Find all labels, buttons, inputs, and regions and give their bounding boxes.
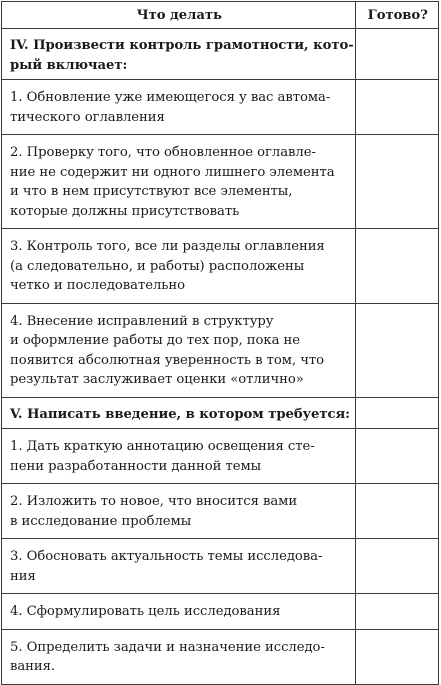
table-row (2, 429, 439, 484)
task-text-line: пени разработанности данной темы (10, 458, 262, 474)
task-text-line: V. Написать введение, в котором требуется: (10, 406, 350, 422)
task-cell (2, 629, 356, 684)
task-text-line: вания. (10, 659, 56, 674)
task-text-line: рый включает: (10, 57, 128, 73)
section-row (2, 397, 439, 429)
task-text-line: IV. Произвести контроль грамотности, кото- (10, 38, 354, 53)
task-text-line: и что в нем присутствуют все элементы, (10, 184, 293, 199)
task-text-line: 4. Внесение исправлений в структуру (10, 313, 274, 329)
task-text-line: которые должны присутствовать (10, 203, 240, 219)
done-checkbox-cell[interactable] (355, 29, 438, 80)
task-text-line: ние не содержит ни одного лишнего элемента (10, 164, 335, 180)
done-checkbox-cell[interactable] (355, 629, 438, 684)
done-checkbox-cell[interactable] (355, 484, 438, 539)
task-text-line: появится абсолютная уверенность в том, что (10, 352, 325, 368)
task-text-line: результат заслуживает оценки «отлично» (10, 372, 304, 387)
task-text-line: в исследование проблемы (10, 513, 192, 529)
header-done: Готово? (355, 2, 438, 29)
task-cell (2, 594, 356, 630)
header-task: Что делать (2, 2, 356, 29)
done-checkbox-cell[interactable] (355, 539, 438, 594)
task-cell (2, 539, 356, 594)
task-text-line: 2. Изложить то новое, что вносится вами (10, 494, 298, 509)
task-text-line: тического оглавления (10, 109, 165, 125)
header-row (2, 2, 439, 29)
task-text-line: ния (10, 568, 36, 584)
done-checkbox-cell[interactable] (355, 303, 438, 397)
done-checkbox-cell[interactable] (355, 397, 438, 429)
task-text-line: четко и последовательно (10, 278, 186, 293)
task-cell (2, 229, 356, 304)
done-checkbox-cell[interactable] (355, 229, 438, 304)
table-row (2, 80, 439, 135)
table-row (2, 484, 439, 539)
task-text-line: 1. Дать краткую аннотацию освещения сте- (10, 439, 315, 454)
table-body (2, 29, 439, 685)
task-text-line: 3. Контроль того, все ли разделы оглавления (10, 239, 325, 254)
task-cell (2, 135, 356, 229)
done-checkbox-cell[interactable] (355, 80, 438, 135)
task-text-line: 3. Обосновать актуальность темы исследова- (10, 549, 323, 564)
table-row (2, 539, 439, 594)
table-row (2, 135, 439, 229)
table-row (2, 629, 439, 684)
task-text-line: 5. Определить задачи и назначение исследо- (10, 639, 325, 655)
task-text-line: 1. Обновление уже имеющегося у вас автома- (10, 90, 331, 105)
task-cell (2, 429, 356, 484)
done-checkbox-cell[interactable] (355, 594, 438, 630)
section-heading (2, 397, 356, 429)
checklist-table (1, 1, 439, 685)
section-row (2, 29, 439, 80)
done-checkbox-cell[interactable] (355, 429, 438, 484)
task-text-line: 4. Сформулировать цель исследования (10, 604, 281, 619)
table-row (2, 303, 439, 397)
table-row (2, 229, 439, 304)
task-text-line: (а следовательно, и работы) расположены (10, 258, 305, 274)
task-text-line: и оформление работы до тех пор, пока не (10, 333, 301, 348)
section-heading (2, 29, 356, 80)
task-text-line: 2. Проверку того, что обновленное оглавле- (10, 145, 316, 160)
task-cell (2, 484, 356, 539)
task-cell (2, 303, 356, 397)
table-row (2, 594, 439, 630)
done-checkbox-cell[interactable] (355, 135, 438, 229)
task-cell (2, 80, 356, 135)
